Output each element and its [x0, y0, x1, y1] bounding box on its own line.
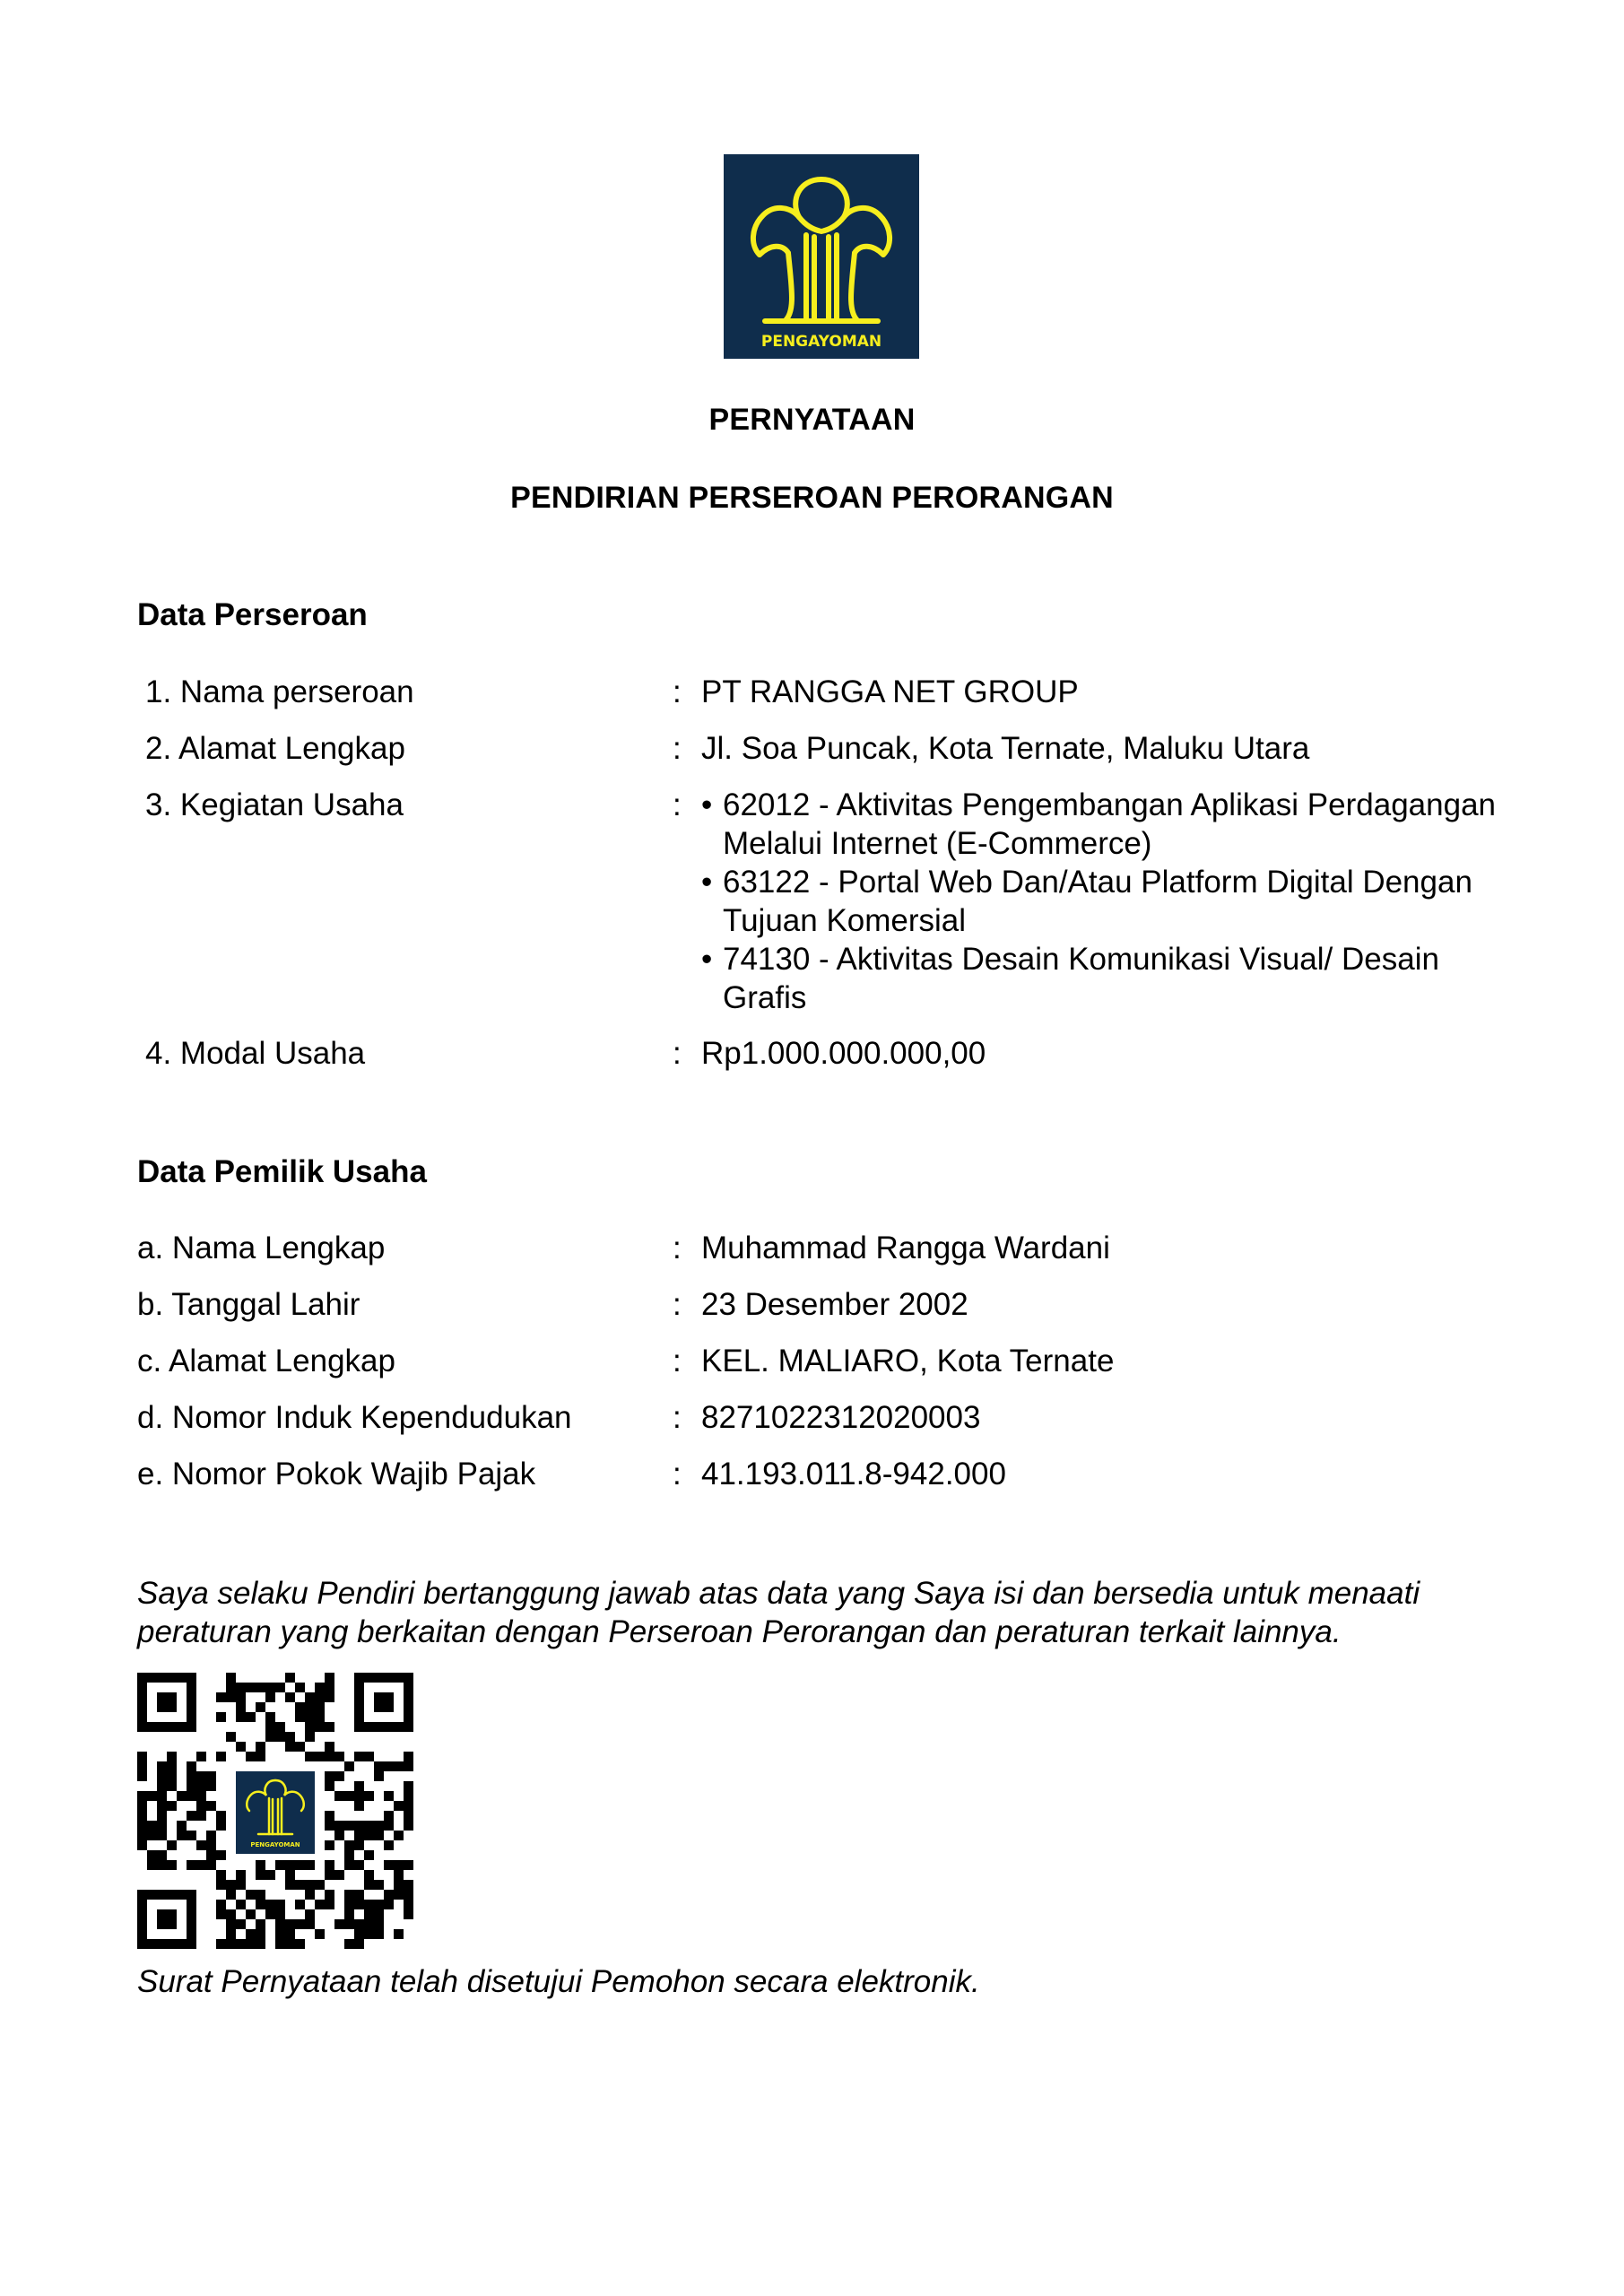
colon: :	[673, 1036, 682, 1071]
field-label: 2. Alamat Lengkap	[145, 731, 405, 766]
field-value: PT RANGGA NET GROUP	[701, 674, 1079, 709]
field-label: b. Tanggal Lahir	[137, 1287, 360, 1322]
approval-note: Surat Pernyataan telah disetujui Pemohon secara elektronik.	[137, 1964, 980, 1999]
field-value: KEL. MALIARO, Kota Ternate	[701, 1344, 1115, 1378]
colon: :	[673, 1231, 682, 1265]
qr-code-icon	[137, 1673, 413, 1949]
list-item	[701, 940, 1508, 1017]
field-label: d. Nomor Induk Kependudukan	[137, 1400, 572, 1435]
list-item	[701, 863, 1508, 940]
field-label: c. Alamat Lengkap	[137, 1344, 395, 1378]
qr-center-logo	[236, 1771, 315, 1854]
company-section-heading: Data Perseroan	[137, 597, 368, 632]
owner-section-heading: Data Pemilik Usaha	[137, 1154, 427, 1189]
qr-logo-text: PENGAYOMAN	[250, 1841, 300, 1848]
field-label: a. Nama Lengkap	[137, 1231, 386, 1265]
field-value: Muhammad Rangga Wardani	[701, 1231, 1110, 1265]
field-label: 1. Nama perseroan	[145, 674, 414, 709]
field-value: Jl. Soa Puncak, Kota Ternate, Maluku Utara	[701, 731, 1310, 766]
bullet: •	[701, 787, 713, 822]
field-label: e. Nomor Pokok Wajib Pajak	[137, 1457, 536, 1492]
colon: :	[673, 787, 682, 822]
list-item-text: 74130 - Aktivitas Desain Komunikasi Visual/ Desain Grafis	[723, 942, 1439, 1015]
colon: :	[673, 674, 682, 709]
colon: :	[673, 1400, 682, 1435]
field-label: 4. Modal Usaha	[145, 1036, 366, 1071]
field-label: 3. Kegiatan Usaha	[145, 787, 404, 822]
logo-text: PENGAYOMAN	[760, 333, 882, 351]
bullet: •	[701, 942, 713, 977]
field-value: 8271022312020003	[701, 1400, 981, 1435]
business-activity-list	[701, 786, 1508, 1017]
list-item-text: 62012 - Aktivitas Pengembangan Aplikasi Perdagangan Melalui Internet (E-Commerce)	[723, 787, 1496, 861]
field-value: 23 Desember 2002	[701, 1287, 968, 1322]
bullet: •	[701, 865, 713, 900]
pengayoman-emblem-icon	[724, 154, 919, 359]
field-value: Rp1.000.000.000,00	[701, 1036, 986, 1071]
document-subtitle: PENDIRIAN PERSEROAN PERORANGAN	[510, 481, 1114, 515]
colon: :	[673, 1344, 682, 1378]
list-item-text: 63122 - Portal Web Dan/Atau Platform Digital Dengan Tujuan Komersial	[723, 865, 1472, 938]
colon: :	[673, 1287, 682, 1322]
responsibility-statement: Saya selaku Pendiri bertanggung jawab atas data yang Saya isi dan bersedia untuk menaati peraturan yang berkaitan dengan Perseroan Perorangan dan peraturan terkait lainnya.	[137, 1576, 1420, 1649]
field-value: 41.193.011.8-942.000	[701, 1457, 1006, 1492]
document-title: PERNYATAAN	[708, 403, 916, 437]
colon: :	[673, 731, 682, 766]
colon: :	[673, 1457, 682, 1492]
list-item	[701, 786, 1508, 863]
